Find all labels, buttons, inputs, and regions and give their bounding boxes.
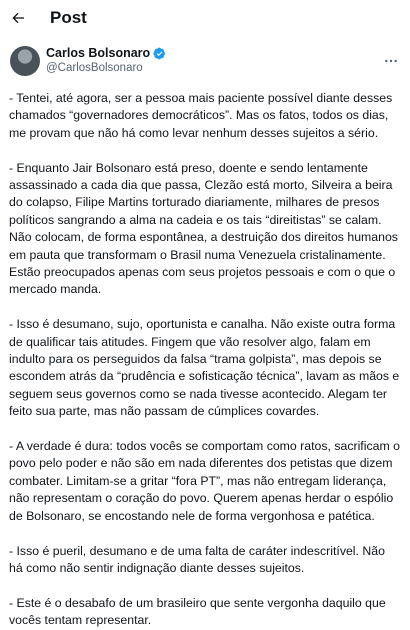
name-row — [46, 46, 166, 61]
tweet-paragraph: - Tentei, até agora, ser a pessoa mais paciente possível diante desses chamados “governadores democráticos”. Mas os fatos, todos os dias, me provam que não há como levar nenhum desses sujeitos a sério. — [9, 91, 393, 140]
tweet-paragraph: - Isso é desumano, sujo, oportunista e canalha. Não existe outra forma de qualificar tais atitudes. Fingem que vão resolver algo, falam em indulto para os perseguidos da falsa “trama golpista”, mas depois se escondem atrás da “prudência e sofisticação técnica”, lavam as mãos e seguem seus governos como se nada tivesse acontecido. Alegam ter feito sua parte, mas não passam de cúmplices covardes. — [9, 317, 400, 419]
tweet-text — [0, 90, 410, 630]
more-horizontal-icon — [383, 53, 399, 69]
author-handle[interactable]: @CarlosBolsonaro — [46, 62, 143, 74]
author-row — [0, 40, 410, 82]
avatar[interactable] — [10, 46, 40, 76]
page-title: Post — [50, 8, 87, 27]
back-button[interactable] — [8, 8, 28, 28]
verified-badge-icon — [153, 47, 166, 60]
tweet-paragraph: - A verdade é dura: todos vocês se comportam como ratos, sacrificam o povo pelo poder e não são em nada diferentes dos petistas que dizem combater. Limitam-se a gritar “fora PT”, mas não entregam liderança, não representam o coração do povo. Querem apenas herdar o espólio de Bolsonaro, se encostando nele de forma vergonhosa e patética. — [9, 439, 400, 523]
author-names — [46, 46, 166, 76]
tweet-paragraph: - Isso é pueril, desumano e de uma falta de caráter indescritível. Não há como não sentir indignação diante desses sujeitos. — [9, 543, 385, 575]
tweet-paragraph: - Enquanto Jair Bolsonaro está preso, doente e sendo lentamente assassinado a cada dia que passa, Clezão está morto, Silveira a beira do colapso, Filipe Martins torturado diariamente, milhares de presos políticos sangrando a alma na cadeia e os tais “direitistas” se calam. Não colocam, de forma espontânea, a destruição dos direitos humanos em pauta que transformam o Brasil numa Venezuela cristalinamente. Estão preocupados apenas com seus projetos pessoais e com o que o mercado manda. — [9, 160, 398, 297]
arrow-left-icon — [10, 10, 26, 26]
more-options-button[interactable] — [382, 52, 400, 70]
author-display-name[interactable]: Carlos Bolsonaro — [46, 46, 151, 60]
tweet-paragraph: - Este é o desabafo de um brasileiro que sente vergonha daquilo que vocês tentam representar. — [9, 595, 386, 628]
post-header — [0, 0, 410, 36]
